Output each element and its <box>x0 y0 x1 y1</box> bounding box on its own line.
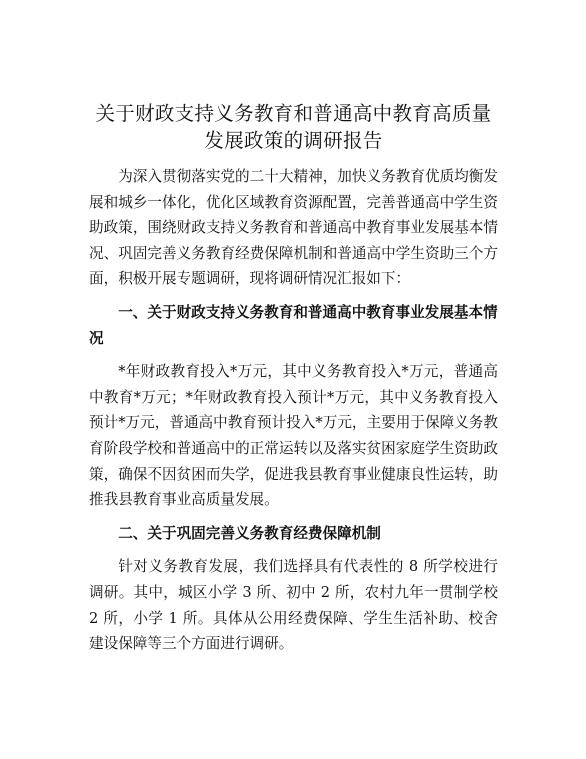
section-spacer <box>89 351 498 359</box>
section-spacer <box>89 546 498 554</box>
title-line-2: 发展政策的调研报告 <box>204 129 383 152</box>
title-line-1: 关于财政支持义务教育和普通高中教育高质量 <box>95 102 492 125</box>
section-spacer <box>89 513 498 521</box>
intro-paragraph: 为深入贯彻落实党的二十大精神，加快义务教育优质均衡发展和城乡一体化，优化区域教育资源配置，完善普通高中学生资助政策，围绕财政支持义务教育和普通高中教育事业发展基本情况、巩固完善义务教育经费保障机制和普通高中学生资助三个方面，积极开展专题调研，现将调研情况汇报如下： <box>89 168 498 288</box>
title-spacer <box>89 154 498 164</box>
document-title <box>89 100 498 154</box>
section-1-heading: 一、关于财政支持义务教育和普通高中教育事业发展基本情况 <box>89 303 498 347</box>
section-1-paragraph: *年财政教育投入*万元，其中义务教育投入*万元，普通高中教育*万元；*年财政教育投入预计*万元，其中义务教育投入预计*万元，普通高中教育预计投入*万元，主要用于保障义务教育阶段学校和普通高中的正常运转以及落实贫困家庭学生资助政策，确保不因贫困而失学，促进我县教育事业健康良性运转，助推我县教育事业高质量发展。 <box>89 363 498 509</box>
section-spacer <box>89 292 498 300</box>
section-2-paragraph: 针对义务教育发展，我们选择具有代表性的 8 所学校进行调研。其中，城区小学 3 所、初中 2 所，农村九年一贯制学校 2 所，小学 1 所。具体从公用经费保障、学生生活补助、校舍建设保障等三个方面进行调研。 <box>89 558 498 653</box>
section-2-heading: 二、关于巩固完善义务教育经费保障机制 <box>118 524 381 542</box>
